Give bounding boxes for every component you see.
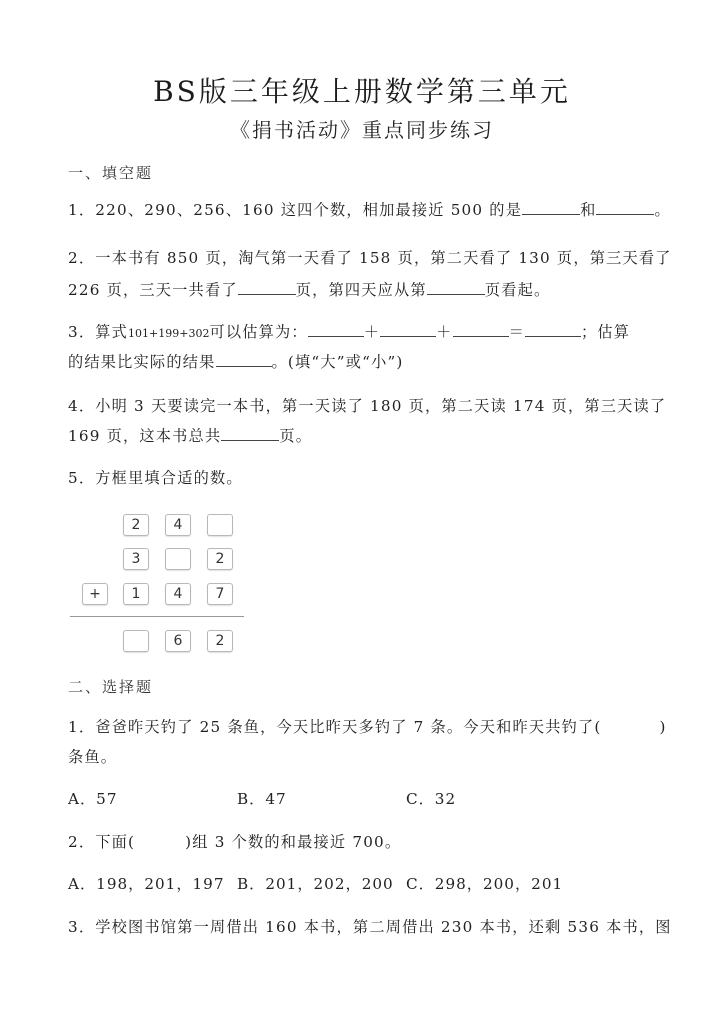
option-a[interactable]: A．57 (68, 790, 118, 808)
option-c[interactable]: C．32 (406, 790, 457, 808)
answer-blank[interactable] (525, 322, 581, 337)
result-digit-box[interactable]: 2 (207, 630, 233, 652)
equals-sign: ＝ (508, 323, 525, 341)
question-text: 页看起。 (484, 281, 551, 299)
answer-blank[interactable] (238, 280, 296, 295)
question-text: 226 页，三天一共看了 (68, 281, 238, 299)
answer-blank[interactable] (380, 322, 436, 337)
fill-question-4-line-1: 4．小明 3 天要读完一本书，第一天读了 180 页，第二天读 174 页，第三天读了 (68, 397, 667, 415)
digit-box[interactable]: 4 (165, 583, 191, 605)
result-digit-box[interactable] (123, 630, 149, 652)
question-text: 3．算式 (68, 323, 129, 341)
question-text: 1．220、290、256、160 这四个数，相加最接近 500 的是 (68, 201, 523, 219)
page-subtitle: 《捐书活动》重点同步练习 (230, 118, 494, 142)
option-b[interactable]: B．47 (237, 790, 287, 808)
digit-box[interactable] (207, 514, 233, 536)
question-text: 。 (654, 201, 671, 219)
result-digit-box[interactable]: 6 (165, 630, 191, 652)
plus-sign: ＋ (436, 323, 453, 341)
choice-question-2 (68, 831, 401, 852)
fill-question-5: 5．方框里填合适的数。 (68, 469, 243, 487)
answer-blank[interactable] (221, 426, 279, 441)
plus-operator-box: + (82, 583, 108, 605)
section-heading-multiple-choice: 二、选择题 (68, 678, 154, 696)
question-text: 页，第四天应从第 (295, 281, 427, 299)
answer-blank[interactable] (216, 352, 272, 367)
digit-box[interactable]: 3 (123, 548, 149, 570)
choice-question-3-line-1: 3．学校图书馆第一周借出 160 本书，第二周借出 230 本书，还剩 536 本书，图 (68, 918, 672, 936)
digit-box[interactable]: 2 (123, 514, 149, 536)
question-text: ) (659, 718, 667, 736)
sum-line-divider (70, 616, 244, 617)
section-heading-fill-in: 一、填空题 (68, 164, 154, 182)
question-text: ；估算 (580, 323, 631, 341)
answer-blank[interactable] (427, 280, 485, 295)
question-text: 页。 (279, 427, 313, 445)
fill-question-1 (68, 199, 671, 220)
digit-box[interactable]: 1 (123, 583, 149, 605)
fill-question-2-line-2 (68, 279, 550, 300)
question-text: 。(填“大”或“小”) (271, 353, 404, 371)
fill-question-3-line-2 (68, 351, 404, 372)
digit-box[interactable]: 7 (207, 583, 233, 605)
answer-blank[interactable] (596, 200, 654, 215)
page-title: BS版三年级上册数学第三单元 (153, 75, 571, 108)
answer-blank[interactable] (453, 322, 509, 337)
expression: 101+199+302 (128, 327, 210, 340)
question-text: 可以估算为： (209, 323, 308, 341)
plus-sign: ＋ (363, 323, 381, 341)
digit-box[interactable]: 2 (207, 548, 233, 570)
digit-box[interactable]: 4 (165, 514, 191, 536)
choice-question-1-line-2: 条鱼。 (68, 748, 118, 766)
option-c[interactable]: C．298，200，201 (406, 875, 564, 893)
fill-question-3-line-1 (68, 321, 630, 342)
answer-blank[interactable] (308, 322, 364, 337)
option-b[interactable]: B．201，202，200 (237, 875, 394, 893)
choice-question-1-line-1 (68, 716, 667, 737)
question-text: 1．爸爸昨天钓了 25 条鱼，今天比昨天多钓了 7 条。今天和昨天共钓了( (68, 718, 602, 736)
option-a[interactable]: A．198，201，197 (68, 875, 225, 893)
question-text: )组 3 个数的和最接近 700。 (185, 833, 402, 851)
digit-box[interactable] (165, 548, 191, 570)
question-text: 和 (580, 201, 597, 219)
answer-blank[interactable] (522, 200, 580, 215)
question-text: 169 页，这本书总共 (68, 427, 222, 445)
question-text: 2．下面( (68, 833, 136, 851)
fill-question-2-line-1: 2．一本书有 850 页，淘气第一天看了 158 页，第二天看了 130 页，第三天看了 (68, 249, 672, 267)
question-text: 的结果比实际的结果 (68, 353, 216, 371)
fill-question-4-line-2 (68, 425, 312, 446)
